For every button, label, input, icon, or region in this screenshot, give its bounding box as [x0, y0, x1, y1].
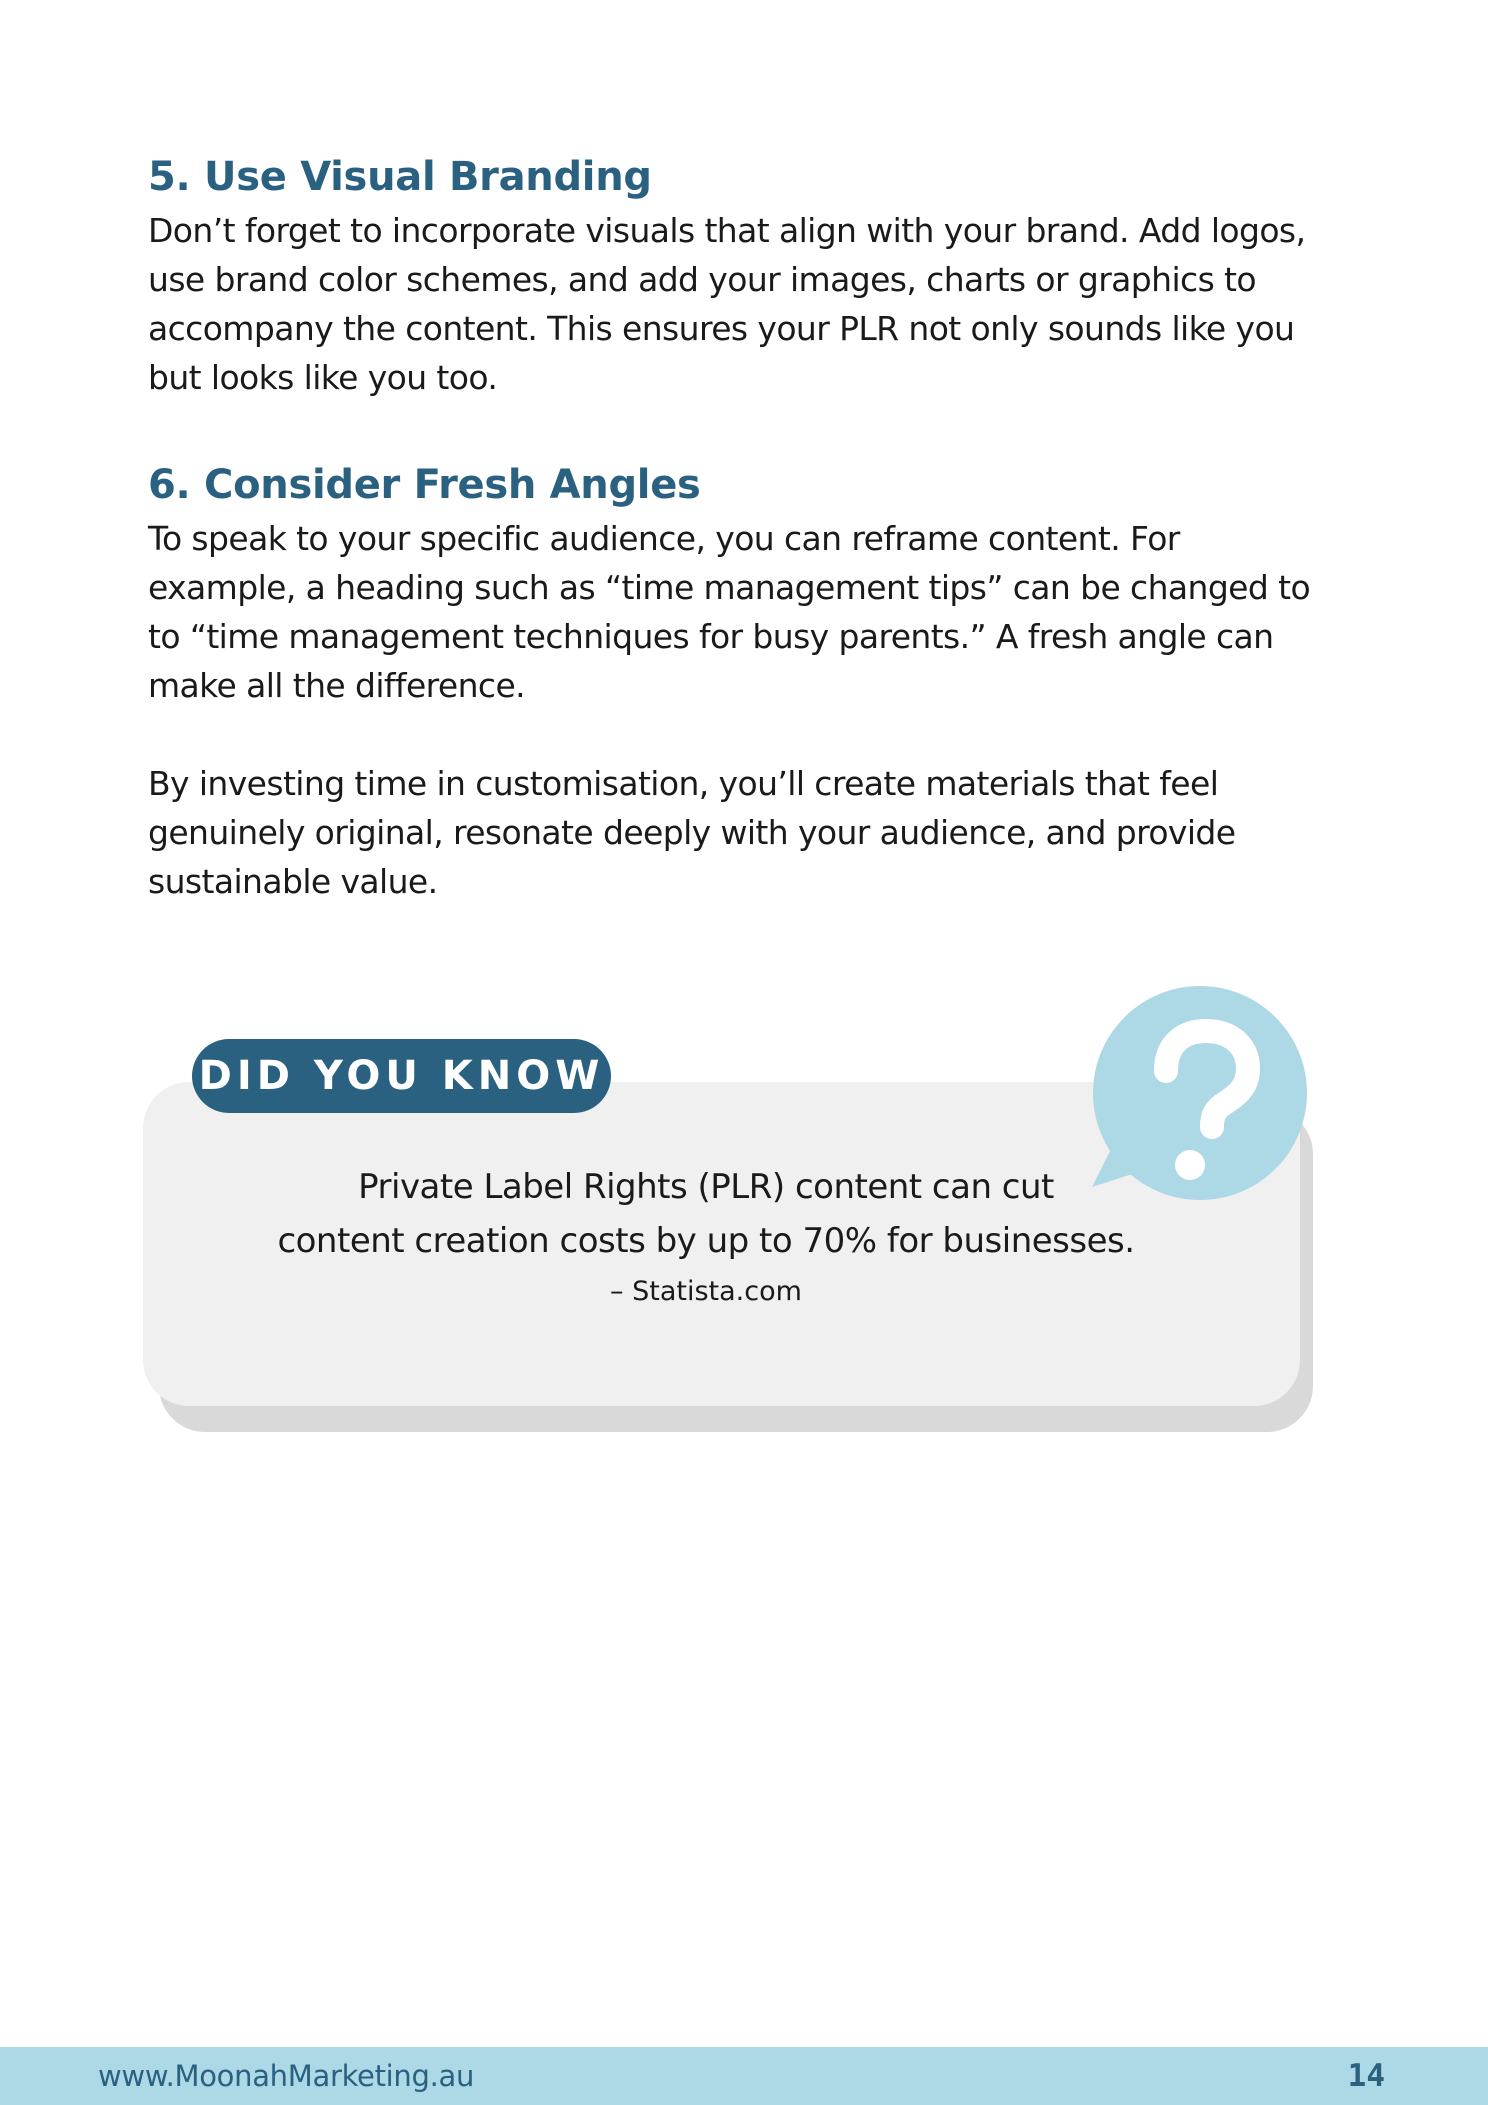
- main-content: [148, 148, 1348, 906]
- page-footer: [0, 2047, 1488, 2105]
- callout-fact-line-1: Private Label Rights (PLR) content can cut: [358, 1167, 1054, 1207]
- section-body-fresh-angles: To speak to your specific audience, you can reframe content. For example, a heading such as “time management tips” can be changed to to “time management techniques for busy parents.” A fresh angle can make all the difference.: [148, 519, 1311, 705]
- section-heading-fresh-angles: 6. Consider Fresh Angles: [148, 462, 701, 508]
- callout-source: – Statista.com: [610, 1276, 802, 1307]
- question-bubble-icon: [1088, 985, 1310, 1207]
- footer-website-link[interactable]: www.MoonahMarketing.au: [98, 2059, 475, 2093]
- did-you-know-label: DID YOU KNOW: [192, 1039, 611, 1113]
- callout-fact-line-2: content creation costs by up to 70% for businesses.: [277, 1221, 1135, 1261]
- section-heading-visual-branding: 5. Use Visual Branding: [148, 154, 652, 200]
- page-number: 14: [1347, 2058, 1385, 2094]
- section-body-visual-branding: Don’t forget to incorporate visuals that align with your brand. Add logos, use brand color schemes, and add your images, charts or graphics to accompany the content. This ensures your PLR not only sounds like you but looks like you too.: [148, 211, 1306, 397]
- closing-paragraph: By investing time in customisation, you’ll create materials that feel genuinely original, resonate deeply with your audience, and provide sustainable value.: [148, 764, 1236, 901]
